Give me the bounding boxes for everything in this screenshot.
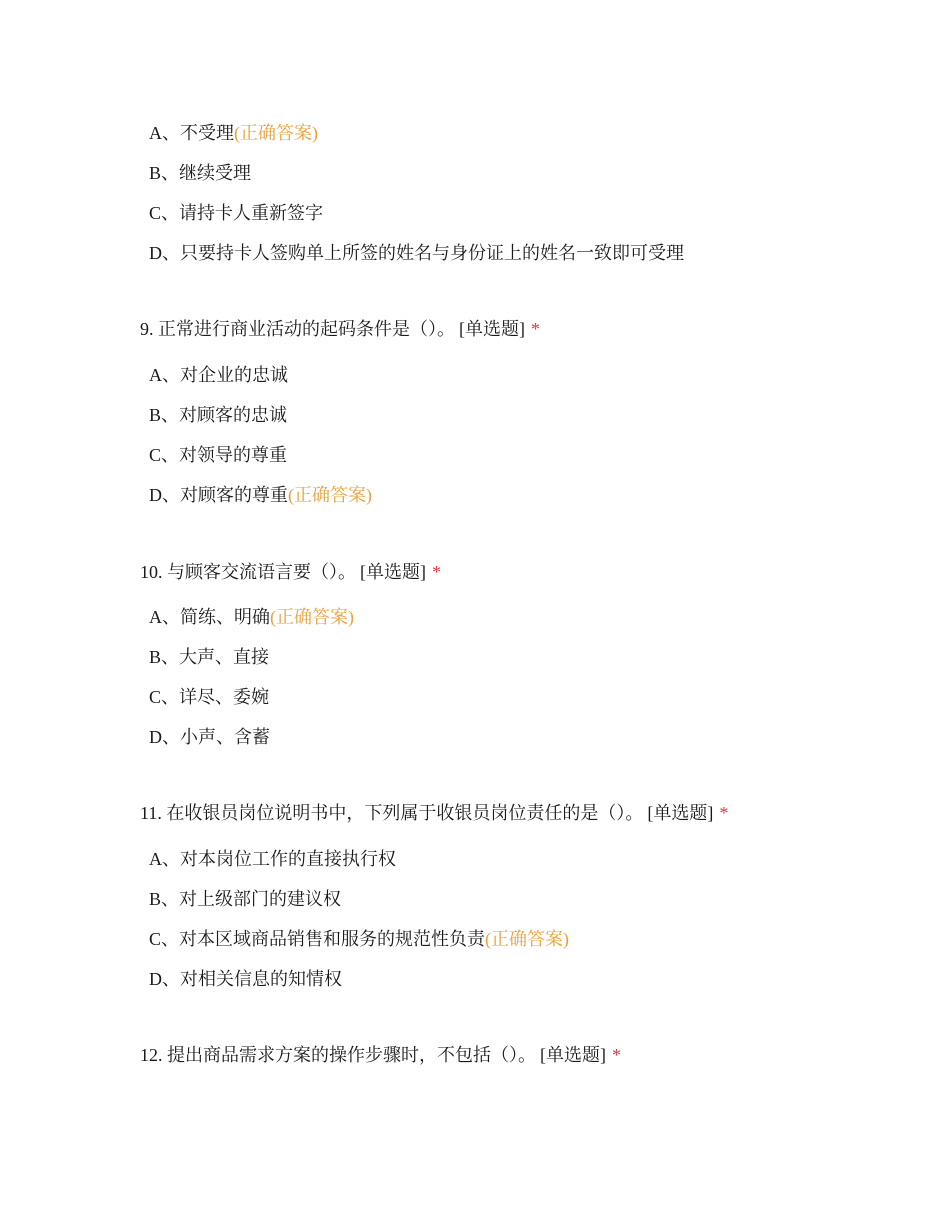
q9-option-d xyxy=(149,483,372,507)
q10-option-a xyxy=(149,605,354,629)
q8-option-b xyxy=(149,161,251,185)
required-marker: * xyxy=(432,562,441,582)
correct-answer-marker: (正确答案) xyxy=(234,123,318,143)
q10-option-c xyxy=(149,685,269,709)
required-marker: * xyxy=(612,1045,621,1065)
option-text: A、不受理 xyxy=(149,123,234,143)
option-text: C、详尽、委婉 xyxy=(149,687,270,707)
required-marker: * xyxy=(531,319,540,339)
option-text: B、大声、直接 xyxy=(149,647,270,667)
q12-title xyxy=(140,1043,621,1067)
q11-option-a xyxy=(149,847,396,871)
correct-answer-marker: (正确答案) xyxy=(288,485,372,505)
q10-title xyxy=(140,560,441,584)
option-text: A、对企业的忠诚 xyxy=(149,365,288,385)
q11-option-d xyxy=(149,967,342,991)
question-text: 12. 提出商品需求方案的操作步骤时，不包括（）。 xyxy=(140,1045,536,1065)
option-text: A、对本岗位工作的直接执行权 xyxy=(149,849,396,869)
option-text: B、继续受理 xyxy=(149,163,252,183)
q8-option-a xyxy=(149,121,318,145)
q8-option-d xyxy=(149,241,684,265)
option-text: D、只要持卡人签购单上所签的姓名与身份证上的姓名一致即可受理 xyxy=(149,243,684,263)
q10-option-d xyxy=(149,725,270,749)
question-text: 9. 正常进行商业活动的起码条件是（）。 xyxy=(140,319,455,339)
required-marker: * xyxy=(719,803,729,823)
q11-option-b xyxy=(149,887,341,911)
q9-title xyxy=(140,317,540,341)
q9-option-c xyxy=(149,443,287,467)
q9-option-b xyxy=(149,403,287,427)
q11-option-c xyxy=(149,927,569,951)
q9-option-a xyxy=(149,363,288,387)
option-text: C、请持卡人重新签字 xyxy=(149,203,324,223)
question-text: 11. 在收银员岗位说明书中，下列属于收银员岗位责任的是（）。 xyxy=(140,803,644,823)
correct-answer-marker: (正确答案) xyxy=(270,607,354,627)
option-text: C、对本区域商品销售和服务的规范性负责 xyxy=(149,929,486,949)
option-text: D、小声、含蓄 xyxy=(149,727,270,747)
option-text: B、对上级部门的建议权 xyxy=(149,889,342,909)
option-text: D、对相关信息的知情权 xyxy=(149,969,342,989)
q10-option-b xyxy=(149,645,269,669)
correct-answer-marker: (正确答案) xyxy=(485,929,570,949)
question-text: 10. 与顾客交流语言要（）。 xyxy=(140,562,356,582)
question-type-tag: [单选题] xyxy=(647,803,714,823)
question-type-tag: [单选题] xyxy=(459,319,525,339)
option-text: A、简练、明确 xyxy=(149,607,270,627)
q11-title xyxy=(140,801,728,825)
option-text: C、对领导的尊重 xyxy=(149,445,288,465)
option-text: B、对顾客的忠诚 xyxy=(149,405,288,425)
question-type-tag: [单选题] xyxy=(360,562,426,582)
q8-option-c xyxy=(149,201,323,225)
question-type-tag: [单选题] xyxy=(540,1045,606,1065)
option-text: D、对顾客的尊重 xyxy=(149,485,288,505)
